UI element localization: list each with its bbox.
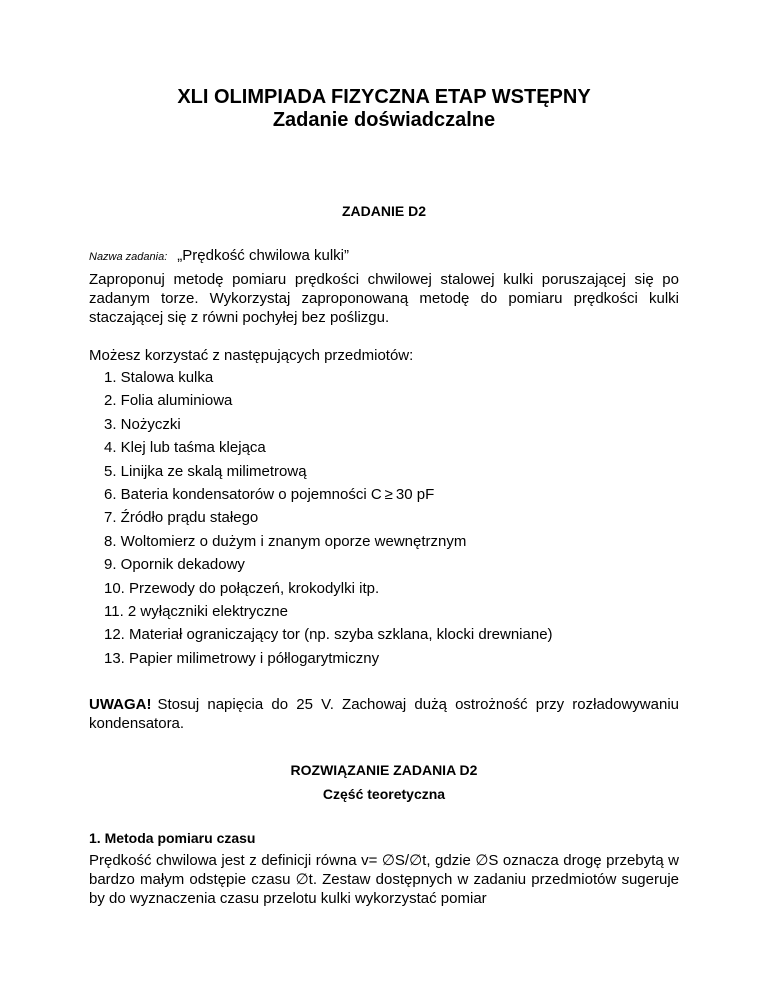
section-text: Prędkość chwilowa jest z definicji równa v= ∅S/∅t, gdzie ∅S oznacza drogę przebytą w bardzo małym odstępie czasu ∅t. Zestaw dostępnych w zadaniu przedmiotów sugeruje by do wyznaczenia czasu przelotu kulki wykorzystać pomiar	[89, 852, 679, 907]
list-item: 9. Opornik dekadowy	[104, 556, 245, 574]
section-title: 1. Metoda pomiaru czasu	[89, 830, 256, 846]
warning-label: UWAGA!	[89, 696, 152, 713]
list-item: 4. Klej lub taśma klejąca	[104, 439, 266, 457]
items-list	[104, 366, 553, 670]
task-name-label: Nazwa zadania:	[89, 251, 168, 263]
list-item: 1. Stalowa kulka	[104, 369, 214, 386]
list-item: 2. Folia aluminiowa	[104, 392, 233, 410]
task-name-row	[89, 247, 349, 264]
list-item: 10. Przewody do połączeń, krokodylki itp.	[104, 579, 380, 597]
list-item: 3. Nożyczki	[104, 415, 181, 433]
list-item: 12. Materiał ograniczający tor (np. szyba szklana, klocki drewniane)	[104, 626, 553, 644]
solution-subheading: Część teoretyczna	[322, 786, 446, 802]
solution-heading: ROZWIĄZANIE ZADANIA D2	[290, 762, 478, 778]
items-intro: Możesz korzystać z następujących przedmiotów:	[89, 347, 414, 364]
warning-note	[89, 695, 679, 733]
list-item: 5. Linijka ze skalą milimetrową	[104, 462, 307, 480]
warning-text: Stosuj napięcia do 25 V. Zachowaj dużą ostrożność przy rozładowywaniu kondensatora.	[89, 696, 679, 732]
list-item: 7. Źródło prądu stałego	[104, 509, 259, 527]
list-item: 8. Woltomierz o dużym i znanym oporze wewnętrznym	[104, 532, 467, 550]
task-name-value: „Prędkość chwilowa kulki”	[177, 247, 349, 264]
document-title: XLI OLIMPIADA FIZYCZNA ETAP WSTĘPNY	[177, 86, 591, 108]
task-heading: ZADANIE D2	[341, 203, 426, 219]
task-description: Zaproponuj metodę pomiaru prędkości chwilowej stalowej kulki poruszającej się po zadanym torze. Wykorzystaj zaproponowaną metodę do pomiaru prędkości kulki staczającej się z równi pochyłej bez poślizgu.	[89, 271, 679, 326]
list-item: 11. 2 wyłączniki elektryczne	[104, 602, 288, 620]
list-item: 6. Bateria kondensatorów o pojemności C ≥ 30 pF	[104, 485, 435, 503]
document-subtitle: Zadanie doświadczalne	[272, 109, 496, 131]
list-item: 13. Papier milimetrowy i półlogarytmiczny	[104, 649, 380, 667]
